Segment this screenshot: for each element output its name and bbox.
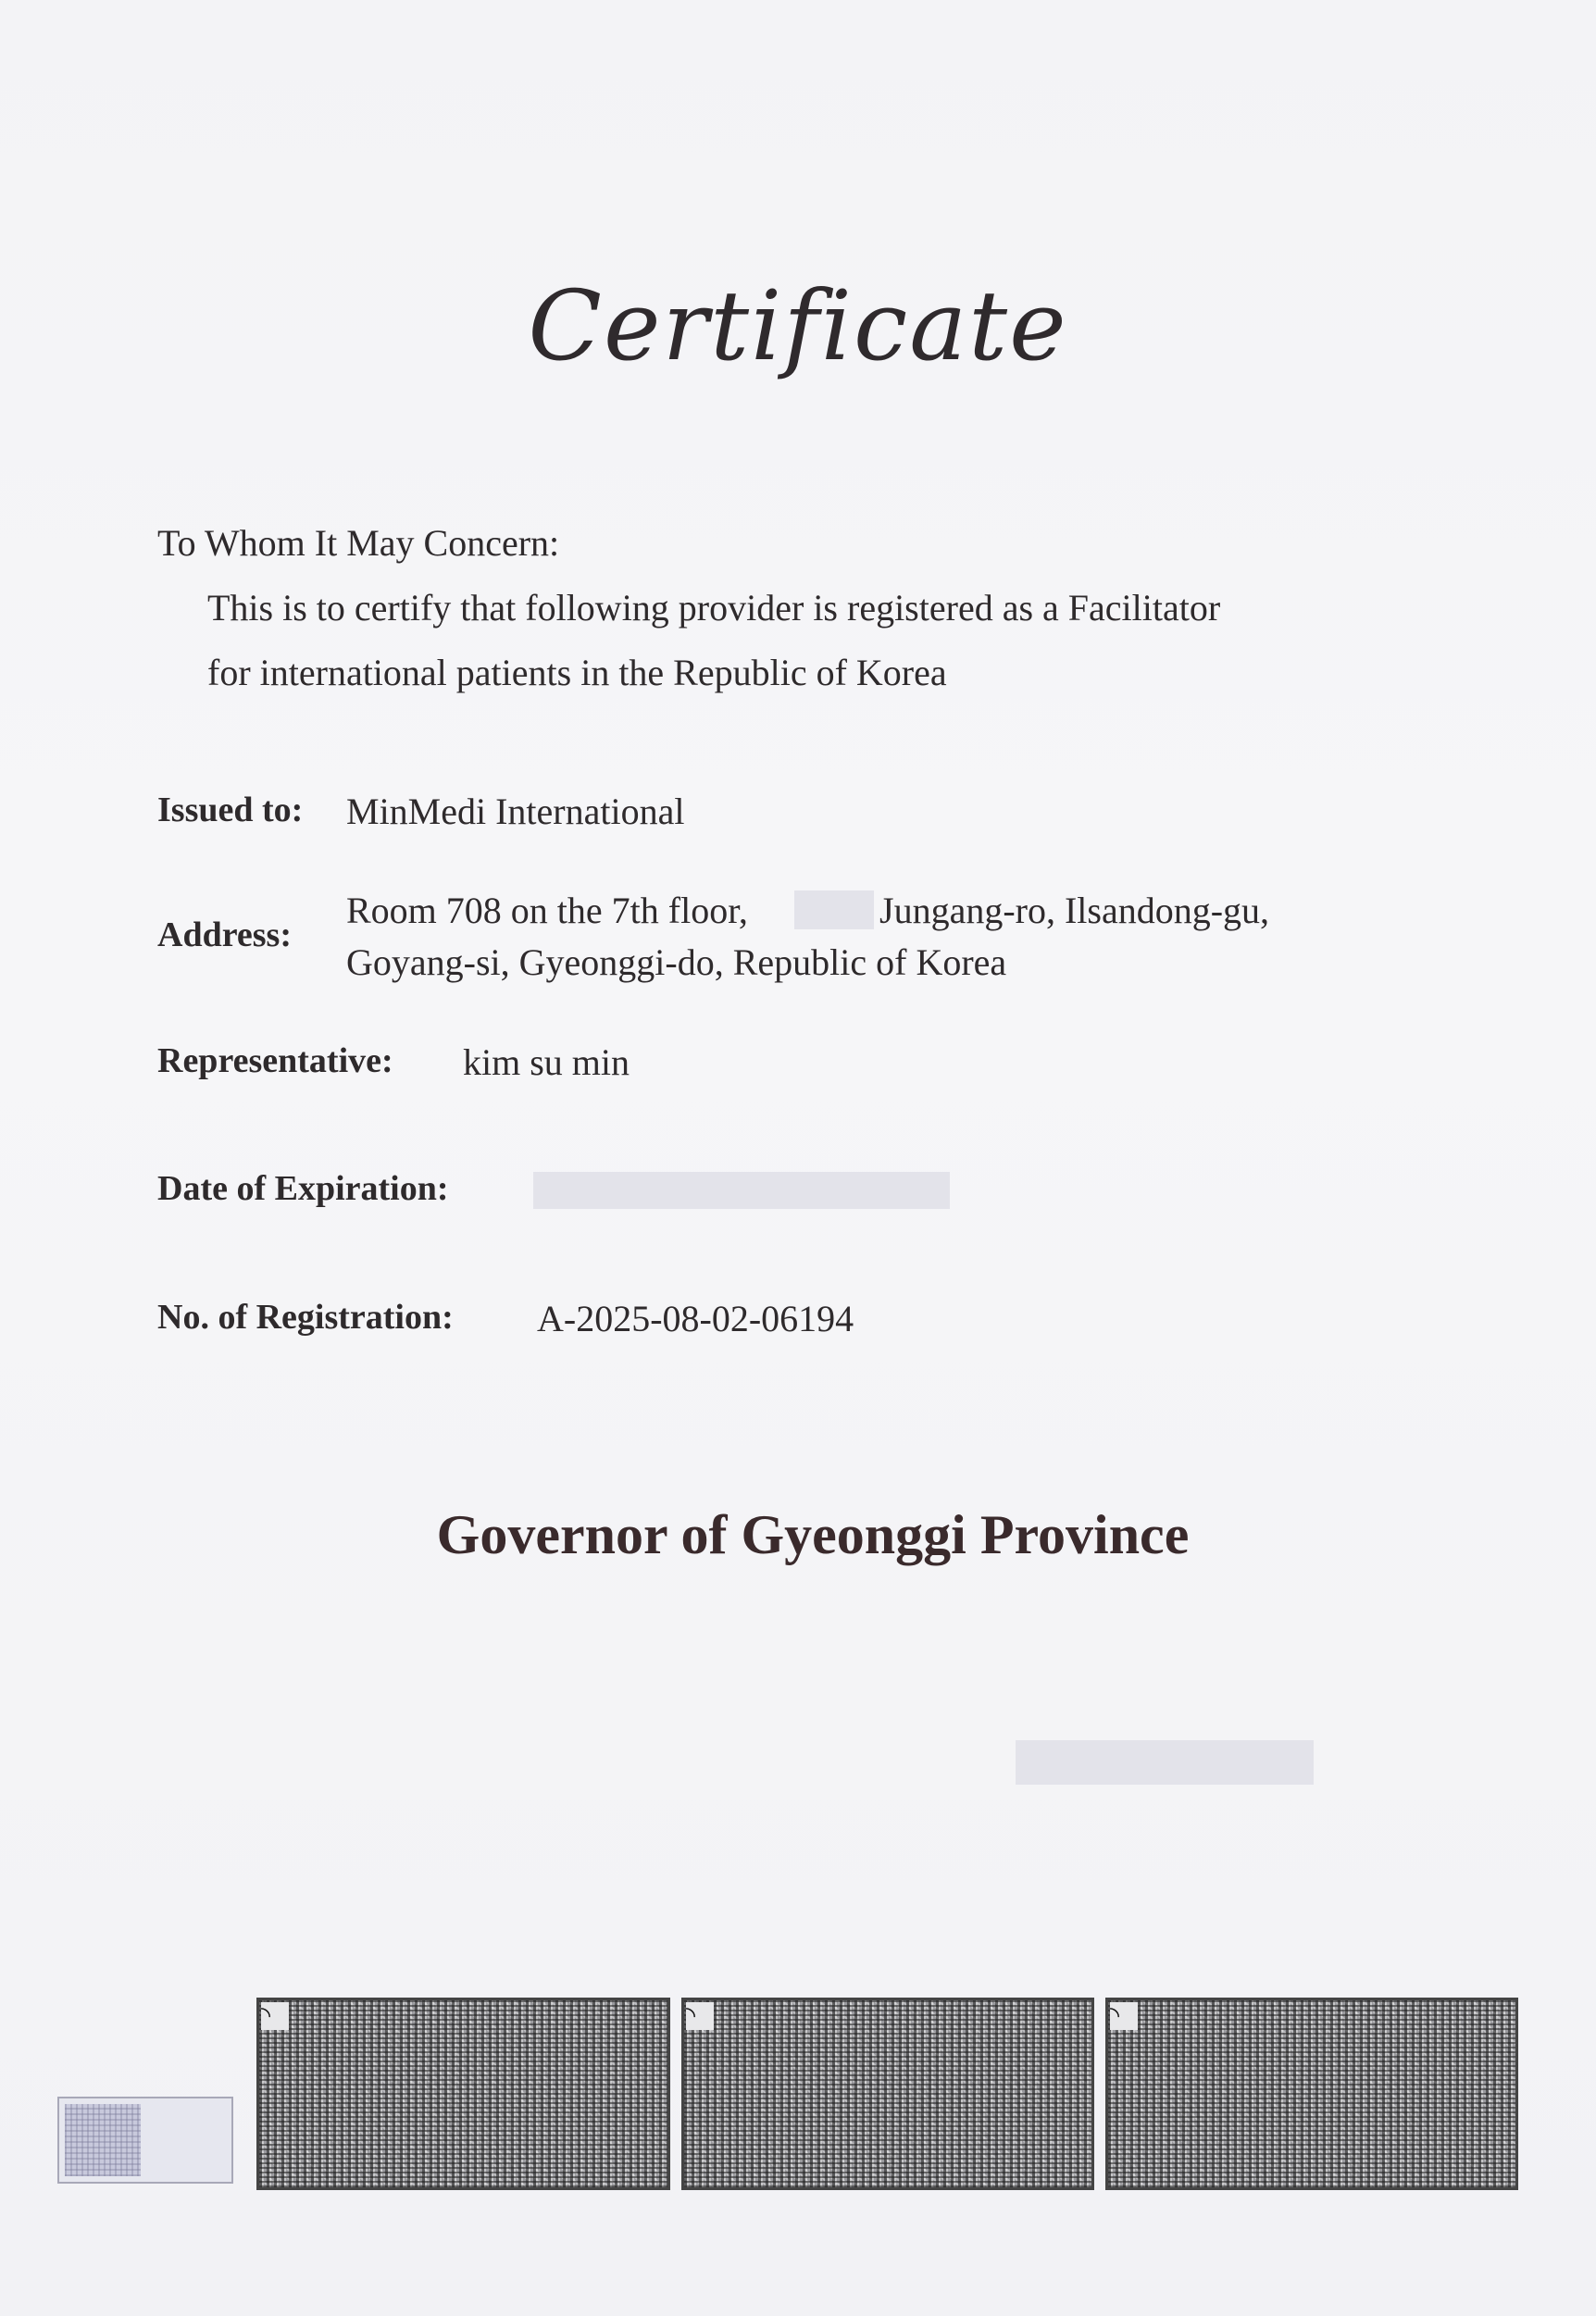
security-code-2: [681, 1998, 1094, 2190]
address-line1-part2: Jungang-ro, Ilsandong-gu,: [879, 890, 1270, 931]
registration-value: A-2025-08-02-06194: [537, 1298, 854, 1339]
address-line1-part1: Room 708 on the 7th floor,: [346, 890, 748, 931]
expiration-label: Date of Expiration:: [157, 1169, 449, 1208]
certificate-title: Certificate: [528, 269, 1068, 382]
verification-stamp: [57, 2097, 233, 2184]
address-redaction: [794, 890, 874, 929]
security-code-3: [1105, 1998, 1518, 2190]
issued-to-label: Issued to:: [157, 791, 304, 829]
signal-arc-icon: ◝: [1110, 2002, 1138, 2030]
expiration-redaction: [533, 1172, 950, 1209]
signal-arc-icon: ◝: [261, 2002, 289, 2030]
signature-redaction: [1016, 1740, 1314, 1785]
body-line-2: for international patients in the Republic of Korea: [207, 652, 947, 693]
signal-arc-icon: ◝: [686, 2002, 714, 2030]
seal-pattern: [65, 2104, 141, 2176]
security-code-1: [256, 1998, 670, 2190]
salutation: To Whom It May Concern:: [157, 522, 560, 564]
body-line-1: This is to certify that following provider is registered as a Facilitator: [207, 587, 1221, 629]
representative-value: kim su min: [463, 1041, 630, 1083]
address-label: Address:: [157, 915, 292, 954]
issued-to-value: MinMedi International: [346, 791, 685, 832]
address-line2: Goyang-si, Gyeonggi-do, Republic of Korea: [346, 941, 1007, 983]
signer-title: Governor of Gyeonggi Province: [436, 1504, 1190, 1565]
registration-label: No. of Registration:: [157, 1298, 454, 1337]
representative-label: Representative:: [157, 1041, 393, 1080]
